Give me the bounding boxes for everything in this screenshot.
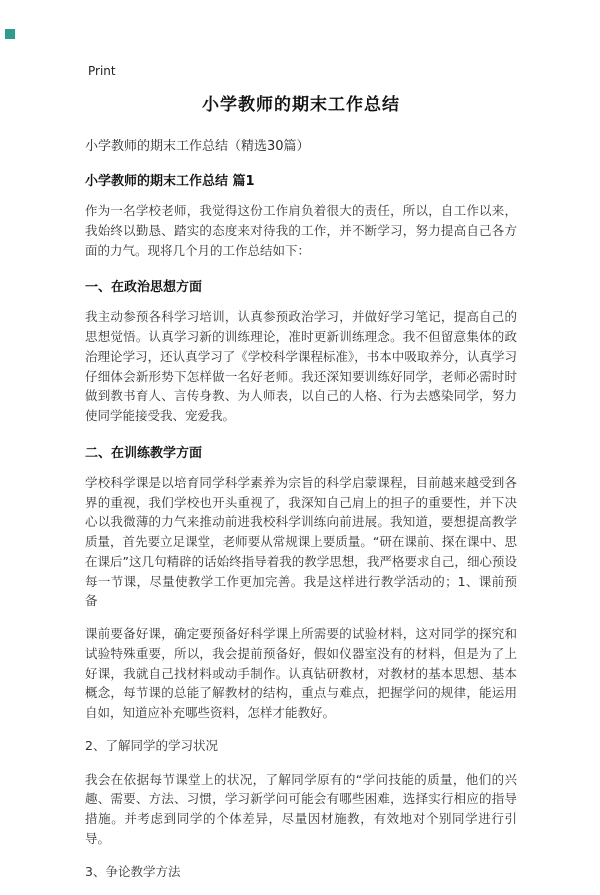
paragraph-intro: 作为一名学校老师，我觉得这份工作肩负着很大的责任，所以，自工作以来，我始终以勤恳、踏实的态度来对待我的工作，并不断学习，努力提高自己各方面的力气。现将几个月的工作总结如下：	[85, 203, 517, 258]
paragraph-teaching-3: 我会在依据每节课堂上的状况，了解同学原有的“学问技能的质量，他们的兴趣、需要、方法、习惯，学习新学问可能会有哪些困难，选择实行相应的指导措施。并考虑到同学的个体差异，尽量因材施教，有效地对个别同学进行引导。	[85, 771, 517, 846]
paragraph-teaching-2: 课前要备好课，确定要预备好科学课上所需要的试验材料，这对同学的探究和试验特殊重要，所以，我会提前预备好，假如仪器室没有的材料，但是为了上好课，我就自己找材料或动手制作。认真钻研教材，对教材的基本思想、基本概念，每节课的总能了解教材的结构，重点与难点，把握学问的规律，能运用自如，知道应补充哪些资料，怎样才能教好。	[85, 626, 517, 720]
paragraph-teaching-1: 学校科学课是以培育同学科学素养为宗旨的科学启蒙课程，目前越来越受到各界的重视，我们学校也开头重视了，我深知自己肩上的担子的重要性，并下决心以我微薄的力气来推动前进我校科学训练向前进展。我知道，要想提高教学质量，首先要立足课堂，老师要从常规课上要质量。“研在课前、探在课中、思在课后”这几句精辟的话始终指导着我的教学思想，我严格要求自己，细心预设每一节课，尽量使教学工作更加完善。我是这样进行教学活动的；1、课前预备	[85, 474, 517, 609]
sub-point-2: 2、了解同学的学习状况	[85, 737, 218, 753]
page-title: 小学教师的期末工作总结	[202, 95, 400, 115]
section-heading-politics: 一、在政治思想方面	[85, 280, 203, 296]
section-heading-part1: 小学教师的期末工作总结 篇1	[85, 174, 255, 189]
section-heading-teaching: 二、在训练教学方面	[85, 445, 203, 461]
green-marker-icon	[5, 29, 15, 39]
sub-point-3: 3、争论教学方法	[85, 863, 181, 879]
print-link[interactable]: Print	[88, 64, 116, 78]
document-subtitle: 小学教师的期末工作总结（精选30篇）	[85, 139, 310, 154]
document-body	[85, 90, 517, 895]
paragraph-politics: 我主动参预各科学习培训，认真参预政治学习，并做好学习笔记，提高自己的思想觉悟。认真学习新的训练理论，准时更新训练理念。我不但留意集体的政治理论学习，还认真学习了《学校科学课程标准》，书本中吸取养分，认真学习仔细体会新形势下怎样做一名好老师。我还深知要训练好同学，老师必需时时做到教书育人、言传身教、为人师表，以自己的人格、行为去感染同学，努力使同学能接受我、宠爱我。	[85, 309, 517, 423]
